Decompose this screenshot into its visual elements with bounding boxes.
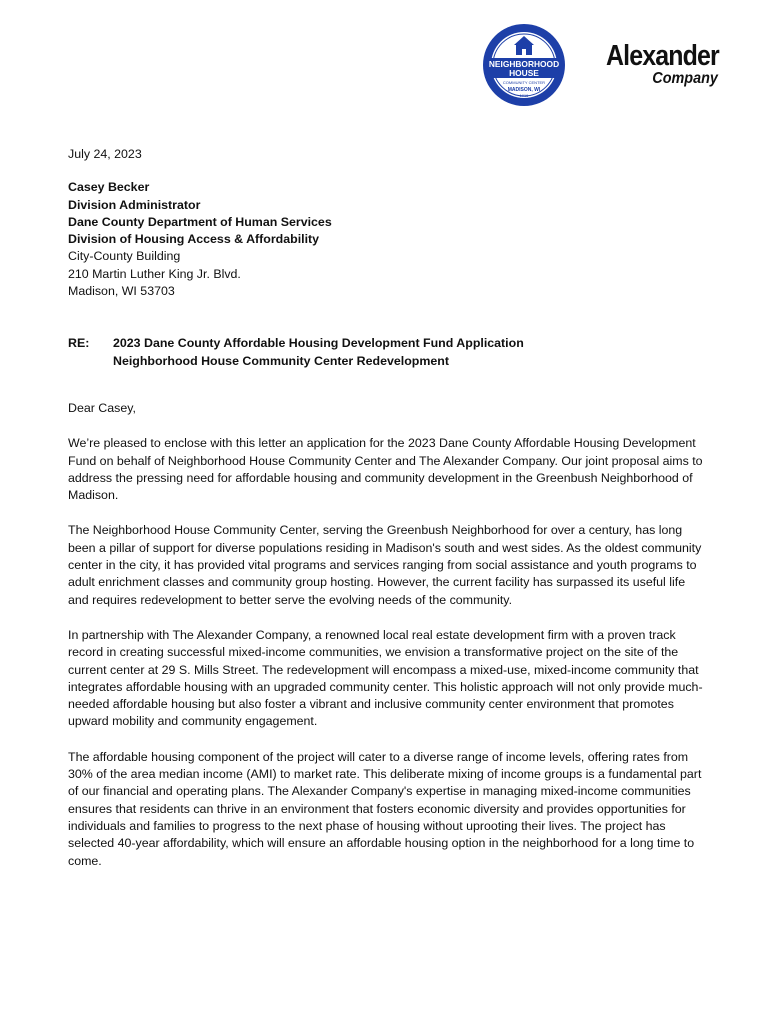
re-line-2: Neighborhood House Community Center Redevelopment [113, 353, 449, 368]
letter-date: July 24, 2023 [68, 147, 142, 161]
letter-body [68, 146, 708, 870]
re-block [68, 335, 708, 370]
paragraph-3: In partnership with The Alexander Company, a renowned local real estate development firm with a proven track record in creating successful mixed-income communities, we envision a transformative project on the site of the current center at 29 S. Mills Street. The redevelopment will encompass a mixed-use, mixed-income community that integrates affordable housing with an upgraded community center. This holistic approach will not only provide much-needed affordable housing but also foster a vibrant and inclusive community center environment that promotes upward mobility and community engagement. [68, 627, 703, 729]
recipient-title: Division Administrator [68, 197, 201, 212]
recipient-address [68, 179, 708, 300]
recipient-division: Division of Housing Access & Affordability [68, 232, 320, 247]
recipient-department: Dane County Department of Human Services [68, 214, 332, 229]
alexander-logo-name: Alexander [606, 40, 719, 72]
alexander-logo-sub: Company [652, 70, 718, 87]
nh-logo-line2: HOUSE [509, 68, 539, 78]
salutation: Dear Casey, [68, 400, 136, 415]
neighborhood-house-seal-icon [481, 22, 567, 108]
paragraph-1: We’re pleased to enclose with this letter an application for the 2023 Dane County Affordable Housing Development Fund on behalf of Neighborhood House Community Center and The Alexander Company. Our joint proposal aims to address the pressing need for affordable housing and community development in the Greenbush Neighborhood of Madison. [68, 436, 703, 503]
recipient-city: Madison, WI 53703 [68, 284, 175, 299]
recipient-name: Casey Becker [68, 180, 150, 195]
nh-logo-year: 1916 [519, 94, 529, 98]
recipient-street: 210 Martin Luther King Jr. Blvd. [68, 266, 241, 281]
paragraph-4: The affordable housing component of the project will cater to a diverse range of income levels, offering rates from 30% of the area median income (AMI) to market rate. This deliberate mixing of income groups is a fundamental part of our financial and operating plans. The Alexander Company's expertise in managing mixed-income communities ensures that residents can thrive in an environment that fosters economic diversity and provides opportunities for individuals and families to progress to the next phase of housing without uprooting their lives. The project has selected 40-year affordability, which will ensure an affordable housing option in the neighborhood for a long time to come. [68, 749, 702, 868]
recipient-building: City-County Building [68, 249, 181, 264]
alexander-company-logo [606, 40, 720, 96]
re-line-1: 2023 Dane County Affordable Housing Development Fund Application [113, 336, 524, 351]
nh-logo-city: MADISON, WI [507, 87, 541, 93]
neighborhood-house-logo [481, 22, 567, 108]
re-label: RE: [68, 336, 90, 351]
nh-logo-line1: NEIGHBORHOOD [488, 59, 560, 69]
nh-logo-ring-text: COMMUNITY CENTER [502, 80, 546, 85]
paragraph-2: The Neighborhood House Community Center, serving the Greenbush Neighborhood for over a century, has long been a pillar of support for diverse populations residing in Madison's south and west sides. As the oldest community center in the city, it has provided vital programs and services ranging from social assistance and youth programs to adult enrichment classes and community group hosting. However, the current facility has surpassed its useful life and requires redevelopment to better serve the evolving needs of the community. [68, 523, 702, 607]
